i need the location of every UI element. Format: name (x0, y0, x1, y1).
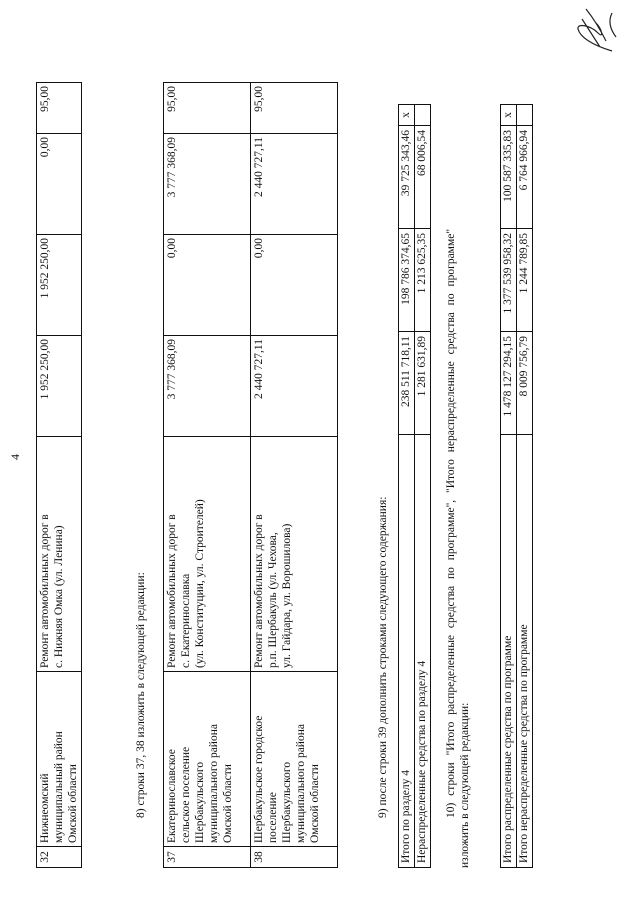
item-10-text (444, 88, 472, 868)
value-cell: 1 213 625,35 (415, 229, 431, 332)
value-cell (517, 105, 533, 126)
value-cell: 95,00 (37, 83, 82, 134)
row-label: Итого нераспределенные средства по программе (517, 435, 533, 868)
district-line: Омской области (309, 764, 321, 843)
value-cell: 1 244 789,85 (517, 229, 533, 332)
value-cell: 6 764 966,94 (517, 126, 533, 229)
page-number: 4 (8, 454, 22, 460)
value-cell: 1 952 250,00 (37, 235, 82, 336)
row-label: Нераспределенные средства по разделу 4 (415, 435, 431, 868)
table-row (164, 83, 251, 868)
table-row (399, 105, 415, 868)
work-line: с. Екатеринославка (180, 573, 192, 668)
work-line: Ремонт автомобильных дорог в (39, 514, 51, 668)
value-cell: 3 777 368,09 (164, 336, 251, 437)
row-number: 37 (164, 847, 251, 868)
value-cell: 100 587 335,83 (501, 126, 517, 229)
district-line: муниципального района (208, 724, 220, 843)
section4-totals-table (398, 104, 431, 868)
district-line: Шербакульское городское (253, 715, 265, 843)
value-cell: x (501, 105, 517, 126)
district-line: сельское поселение (180, 746, 192, 843)
row-number: 32 (37, 847, 82, 868)
value-cell: 95,00 (251, 83, 338, 134)
work-line: с. Нижняя Омка (ул. Ленина) (53, 525, 65, 668)
value-cell: 95,00 (164, 83, 251, 134)
value-cell: 0,00 (164, 235, 251, 336)
handwritten-signature (572, 1, 622, 59)
value-cell: 0,00 (37, 134, 82, 235)
program-totals-table (500, 104, 533, 868)
value-cell: 1 478 127 294,15 (501, 332, 517, 435)
table-row (501, 105, 517, 868)
table-row (37, 83, 82, 868)
district-line: Шербакульского (194, 761, 206, 843)
value-cell: 2 440 727,11 (251, 134, 338, 235)
work-line: (ул. Конституции, ул. Строителей) (194, 499, 206, 668)
value-cell: 8 009 756,79 (517, 332, 533, 435)
district-line: Омской области (222, 764, 234, 843)
work-line: р.п. Шербакуль (ул. Чехова, (267, 532, 279, 668)
value-cell: 238 511 718,11 (399, 332, 415, 435)
row-label: Итого распределенные средства по программе (501, 435, 517, 868)
value-cell: 2 440 727,11 (251, 336, 338, 437)
value-cell: 39 725 343,46 (399, 126, 415, 229)
work-cell (37, 437, 82, 672)
district-line: Шербакульского (281, 761, 293, 843)
district-line: Нижнеомский (39, 773, 51, 843)
work-line: Ремонт автомобильных дорог в (253, 514, 265, 668)
district-line: поселение (267, 792, 279, 843)
row-label: Итого по разделу 4 (399, 435, 415, 868)
value-cell: 198 786 374,65 (399, 229, 415, 332)
row-number: 38 (251, 847, 338, 868)
district-line: муниципального района (295, 724, 307, 843)
value-cell: 0,00 (251, 235, 338, 336)
work-line: Ремонт автомобильных дорог в (166, 514, 178, 668)
value-cell: 1 377 539 958,32 (501, 229, 517, 332)
district-line: муниципальный район (53, 731, 65, 843)
table-row (517, 105, 533, 868)
value-cell: 1 281 631,89 (415, 332, 431, 435)
district-cell (37, 672, 82, 847)
district-cell (164, 672, 251, 847)
value-cell: 3 777 368,09 (164, 134, 251, 235)
table-row (251, 83, 338, 868)
value-cell (415, 105, 431, 126)
value-cell: 68 006,54 (415, 126, 431, 229)
district-line: Екатеринославское (166, 749, 178, 843)
item-10-line: 10) строки "Итого распределенные средства по программе", "Итого нераспределенные средства по программе" (445, 228, 457, 818)
work-line: ул. Гайдара, ул. Ворошилова) (281, 523, 293, 668)
table-row (415, 105, 431, 868)
row32-table (36, 82, 82, 868)
item-9-text: 9) после строки 39 дополнить строками следующего содержания: (377, 496, 389, 818)
rows-37-38-table (163, 82, 338, 868)
work-cell (251, 437, 338, 672)
work-cell (164, 437, 251, 672)
value-cell: x (399, 105, 415, 126)
value-cell: 1 952 250,00 (37, 336, 82, 437)
item-8-text: 8) строки 37, 38 изложить в следующей редакции: (135, 572, 147, 818)
item-10-line: изложить в следующей редакции: (459, 702, 471, 868)
district-cell (251, 672, 338, 847)
district-line: Омской области (67, 764, 79, 843)
